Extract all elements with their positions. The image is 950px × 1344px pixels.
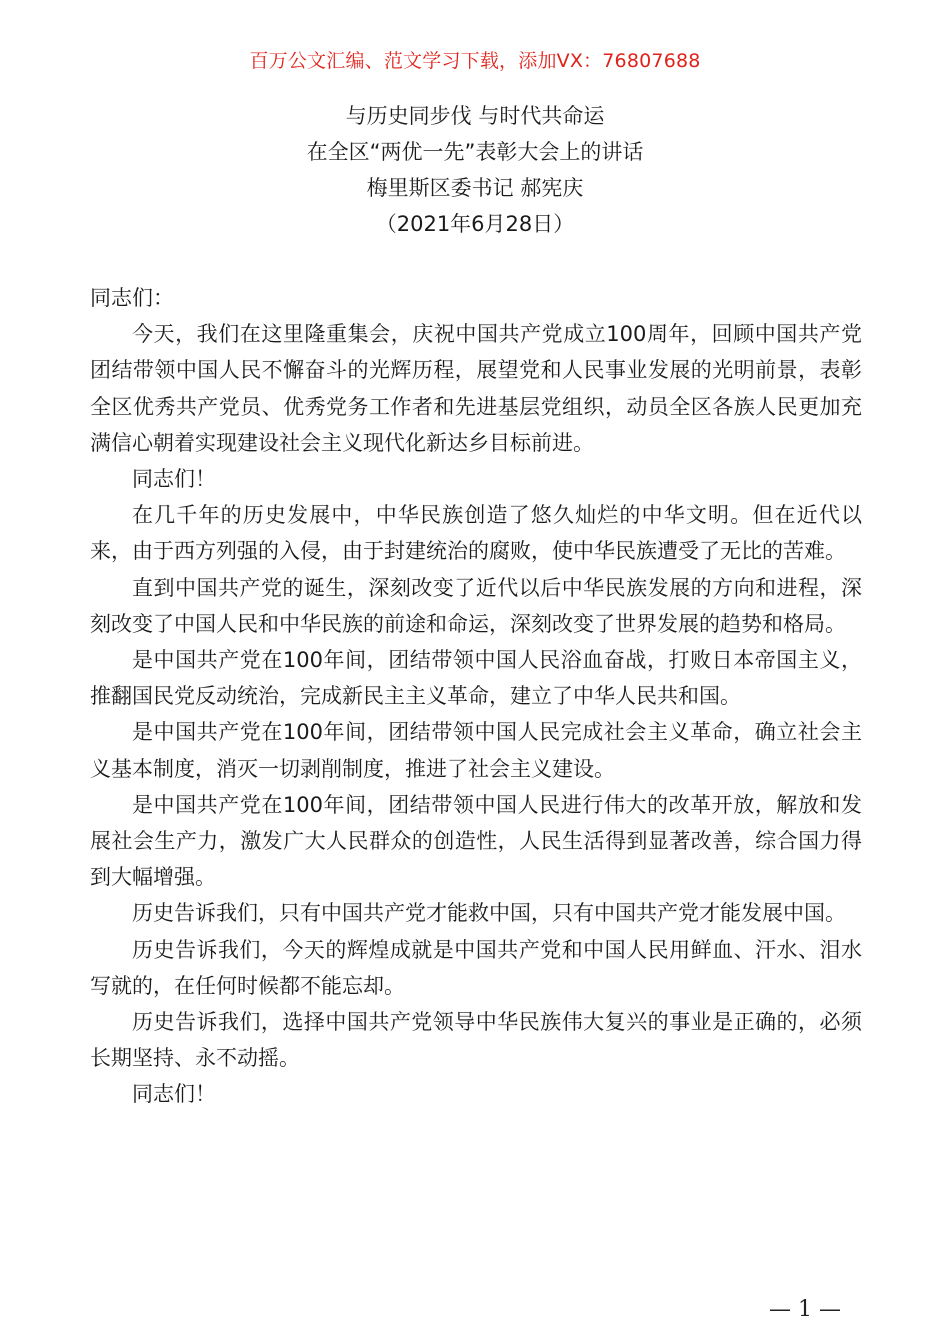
speech-title-block: [0, 98, 950, 242]
paragraph: 同志们！: [132, 467, 216, 492]
speech-date: （2021年6月28日）: [375, 212, 575, 236]
speech-body: [90, 280, 862, 1113]
salutation: 同志们：: [90, 286, 174, 310]
speaker-line: 梅里斯区委书记 郝宪庆: [366, 176, 584, 200]
paragraph: 历史告诉我们，只有中国共产党才能救中国，只有中国共产党才能发展中国。: [132, 901, 846, 926]
paragraph: 直到中国共产党的诞生，深刻改变了近代以后中华民族发展的方向和进程，深刻改变了中国人民和中华民族的前途和命运，深刻改变了世界发展的趋势和格局。: [90, 575, 862, 636]
paragraph: 是中国共产党在100年间，团结带领中国人民完成社会主义革命，确立社会主义基本制度，消灭一切剥削制度，推进了社会主义建设。: [90, 720, 862, 781]
paragraph: 同志们！: [132, 1082, 216, 1107]
page-number: — 1 —: [769, 1297, 841, 1322]
paragraph: 今天，我们在这里隆重集会，庆祝中国共产党成立100周年，回顾中国共产党团结带领中国人民不懈奋斗的光辉历程，展望党和人民事业发展的光明前景，表彰全区优秀共产党员、优秀党务工作者和先进基层党组织，动员全区各族人民更加充满信心朝着实现建设社会主义现代化新达乡目标前进。: [90, 322, 862, 455]
paragraph: 在几千年的历史发展中，中华民族创造了悠久灿烂的中华文明。但在近代以来，由于西方列强的入侵，由于封建统治的腐败，使中华民族遭受了无比的苦难。: [90, 503, 862, 564]
paragraph: 历史告诉我们，选择中国共产党领导中华民族伟大复兴的事业是正确的，必须长期坚持、永不动摇。: [90, 1010, 862, 1071]
speech-subtitle: 在全区“两优一先”表彰大会上的讲话: [306, 140, 644, 164]
speech-title: 与历史同步伐 与时代共命运: [345, 104, 605, 128]
paragraph: 历史告诉我们，今天的辉煌成就是中国共产党和中国人民用鲜血、汗水、泪水写就的，在任何时候都不能忘却。: [90, 937, 862, 998]
header-watermark-note: 百万公文汇编、范文学习下载，添加VX：76807688: [249, 50, 701, 72]
paragraph: 是中国共产党在100年间，团结带领中国人民进行伟大的改革开放，解放和发展社会生产力，激发广大人民群众的创造性，人民生活得到显著改善，综合国力得到大幅增强。: [90, 792, 862, 890]
paragraph: 是中国共产党在100年间，团结带领中国人民浴血奋战，打败日本帝国主义，推翻国民党反动统治，完成新民主主义革命，建立了中华人民共和国。: [90, 648, 862, 709]
